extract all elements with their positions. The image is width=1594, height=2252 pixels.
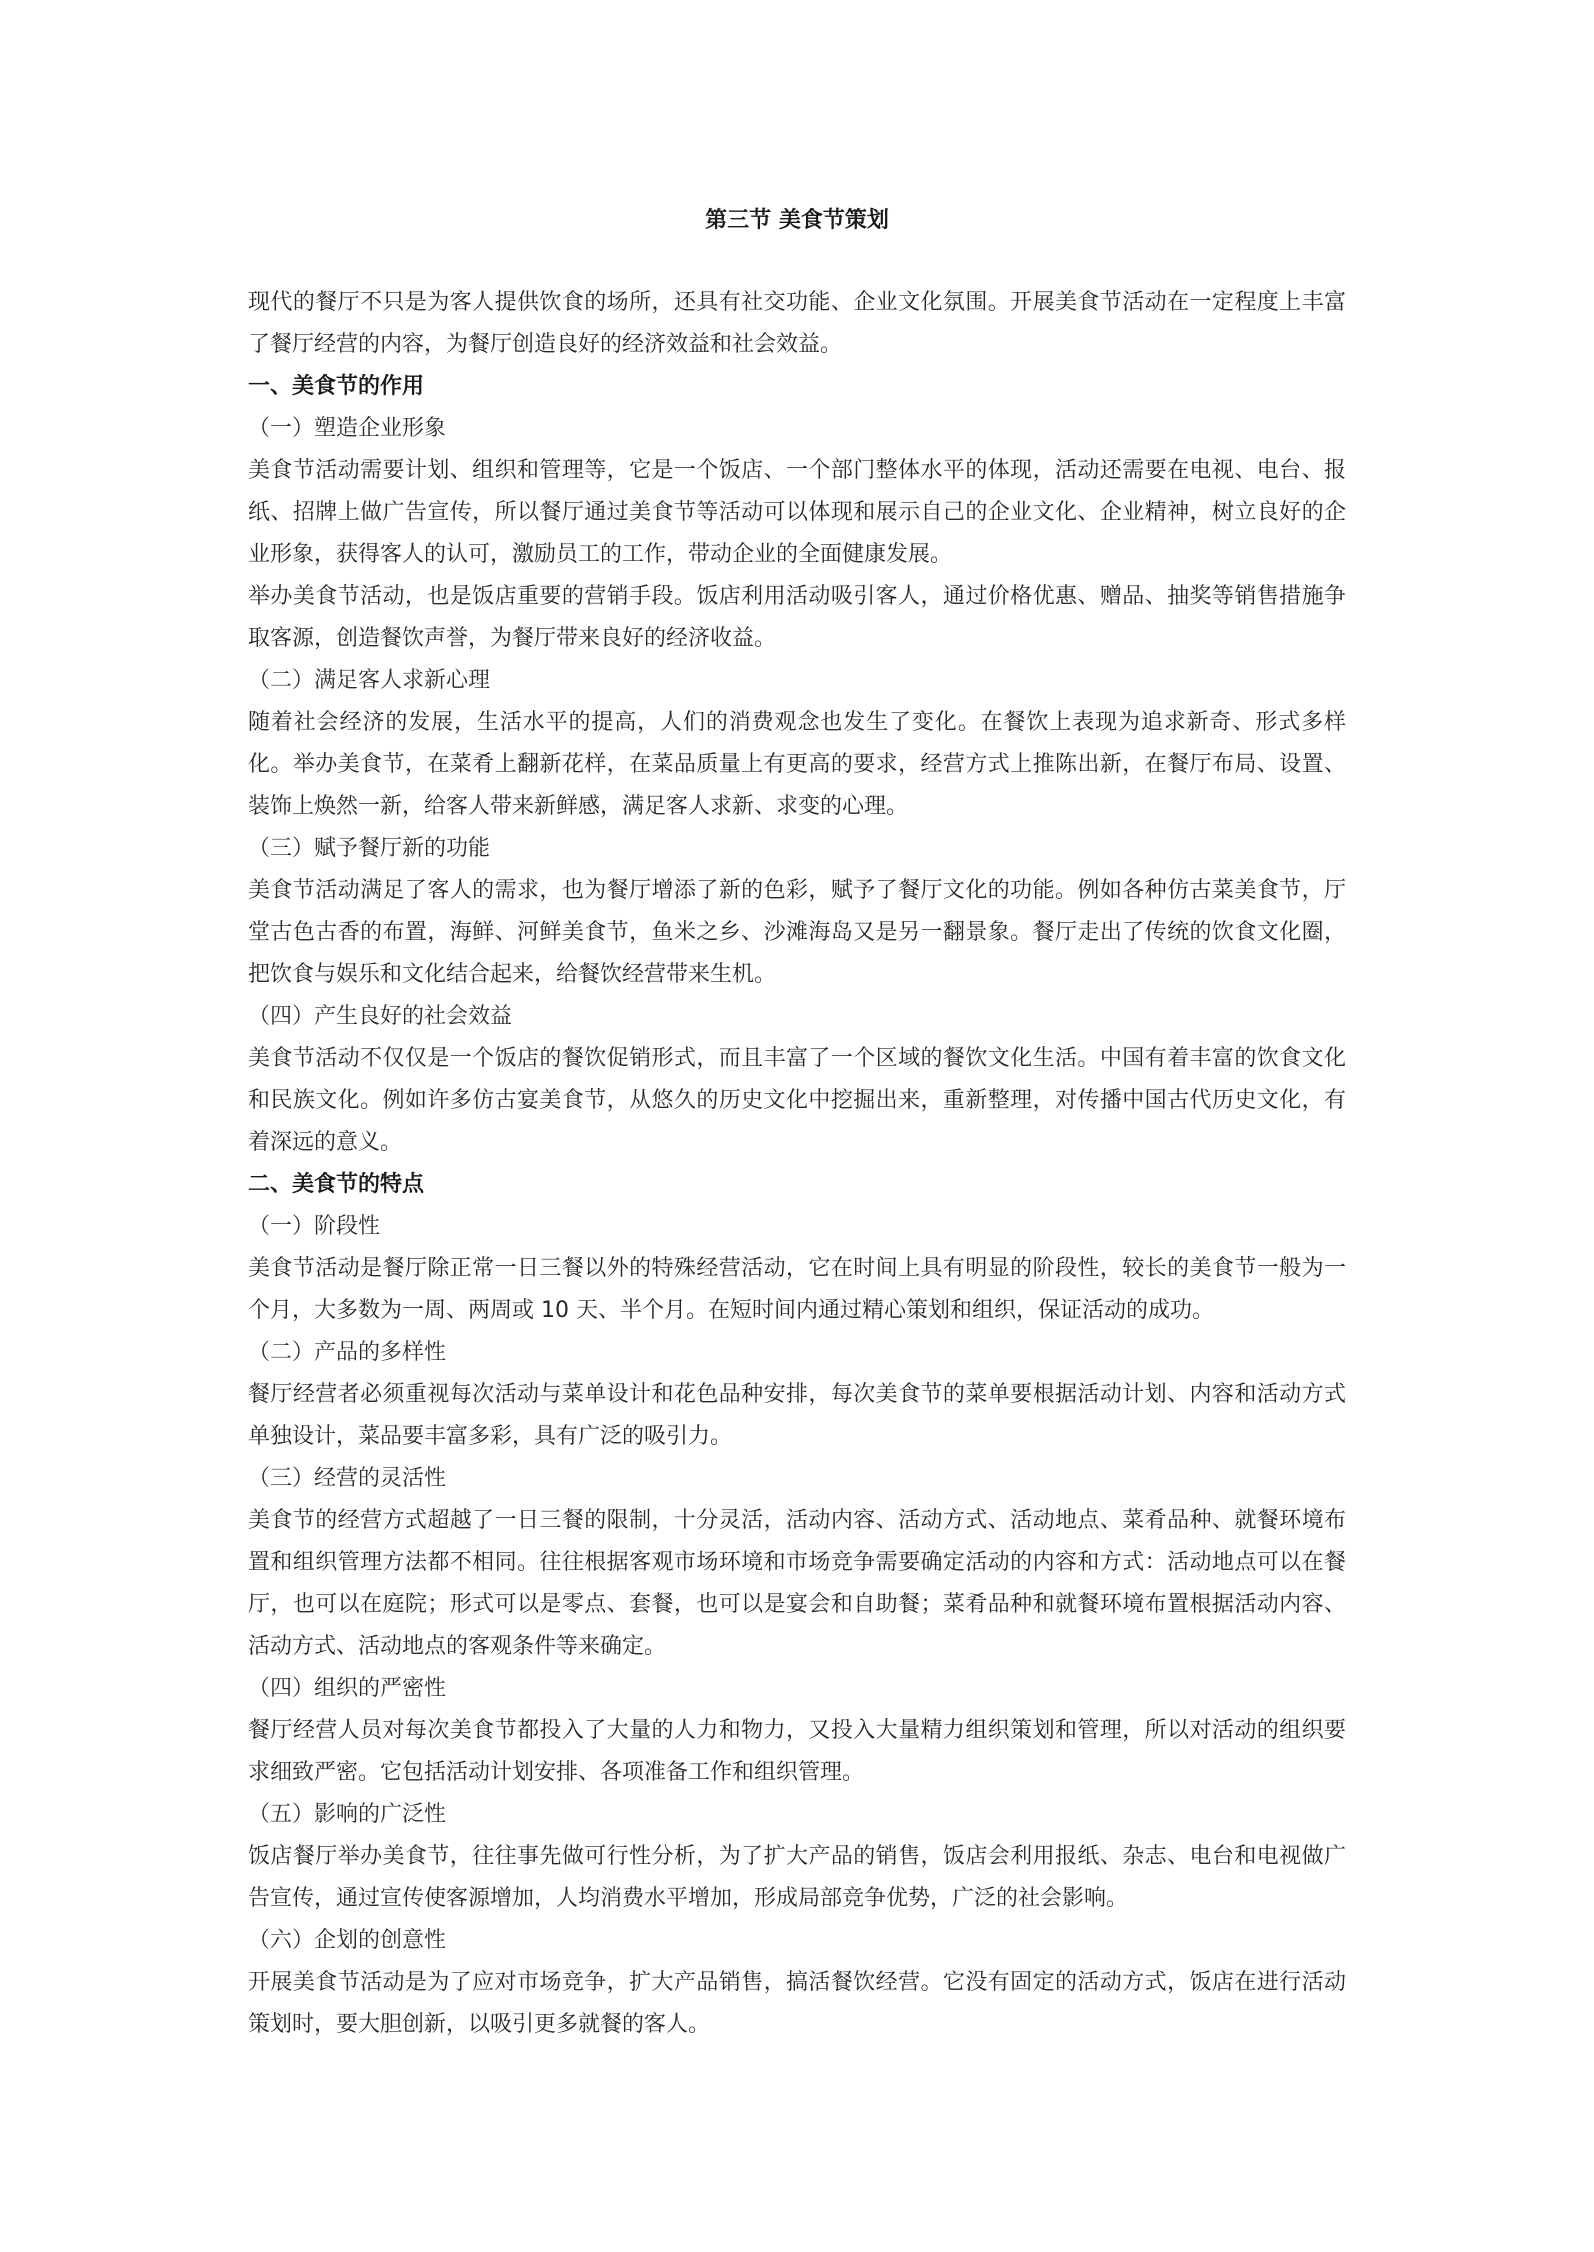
paragraph: 开展美食节活动是为了应对市场竞争，扩大产品销售，搞活餐饮经营。它没有固定的活动方式，饭店在进行活动策划时，要大胆创新，以吸引更多就餐的客人。 bbox=[248, 1970, 1346, 2037]
paragraph: 美食节活动需要计划、组织和管理等，它是一个饭店、一个部门整体水平的体现，活动还需要在电视、电台、报纸、招牌上做广告宣传，所以餐厅通过美食节等活动可以体现和展示自己的企业文化、企业精神，树立良好的企业形象，获得客人的认可，激励员工的工作，带动企业的全面健康发展。 bbox=[248, 458, 1346, 567]
subsection-heading: （一）塑造企业形象 bbox=[248, 416, 447, 441]
subsection-heading: （四）组织的严密性 bbox=[248, 1676, 447, 1701]
subsection-heading: （二）满足客人求新心理 bbox=[248, 668, 491, 693]
subsection-heading: （六）企划的创意性 bbox=[248, 1928, 447, 1953]
subsection-heading: （三）经营的灵活性 bbox=[248, 1466, 447, 1491]
paragraph: 现代的餐厅不只是为客人提供饮食的场所，还具有社交功能、企业文化氛围。开展美食节活动在一定程度上丰富了餐厅经营的内容，为餐厅创造良好的经济效益和社会效益。 bbox=[248, 290, 1346, 357]
paragraph: 美食节活动是餐厅除正常一日三餐以外的特殊经营活动，它在时间上具有明显的阶段性，较长的美食节一般为一个月，大多数为一周、两周或 10 天、半个月。在短时间内通过精心策划和组织，保证活动的成功。 bbox=[248, 1256, 1346, 1323]
document-body bbox=[248, 282, 1346, 2046]
subsection-heading: （二）产品的多样性 bbox=[248, 1340, 447, 1365]
page-title: 第三节 美食节策划 bbox=[705, 208, 889, 233]
paragraph: 举办美食节活动，也是饭店重要的营销手段。饭店利用活动吸引客人，通过价格优惠、赠品、抽奖等销售措施争取客源，创造餐饮声誉，为餐厅带来良好的经济收益。 bbox=[248, 584, 1346, 651]
subsection-heading: （三）赋予餐厅新的功能 bbox=[248, 836, 491, 861]
paragraph: 随着社会经济的发展，生活水平的提高，人们的消费观念也发生了变化。在餐饮上表现为追求新奇、形式多样化。举办美食节，在菜肴上翻新花样，在菜品质量上有更高的要求，经营方式上推陈出新，在餐厅布局、设置、装饰上焕然一新，给客人带来新鲜感，满足客人求新、求变的心理。 bbox=[248, 710, 1346, 819]
subsection-heading: （一）阶段性 bbox=[248, 1214, 381, 1239]
subsection-heading: （五）影响的广泛性 bbox=[248, 1802, 447, 1827]
paragraph: 美食节的经营方式超越了一日三餐的限制，十分灵活，活动内容、活动方式、活动地点、菜肴品种、就餐环境布置和组织管理方法都不相同。往往根据客观市场环境和市场竞争需要确定活动的内容和方式：活动地点可以在餐厅，也可以在庭院；形式可以是零点、套餐，也可以是宴会和自助餐；菜肴品种和就餐环境布置根据活动内容、活动方式、活动地点的客观条件等来确定。 bbox=[248, 1508, 1346, 1659]
section-heading: 二、美食节的特点 bbox=[248, 1172, 425, 1197]
paragraph: 美食节活动不仅仅是一个饭店的餐饮促销形式，而且丰富了一个区域的餐饮文化生活。中国有着丰富的饮食文化和民族文化。例如许多仿古宴美食节，从悠久的历史文化中挖掘出来，重新整理，对传播中国古代历史文化，有着深远的意义。 bbox=[248, 1046, 1346, 1155]
section-heading: 一、美食节的作用 bbox=[248, 374, 425, 399]
paragraph: 餐厅经营者必须重视每次活动与菜单设计和花色品种安排，每次美食节的菜单要根据活动计划、内容和活动方式单独设计，菜品要丰富多彩，具有广泛的吸引力。 bbox=[248, 1382, 1346, 1449]
paragraph: 美食节活动满足了客人的需求，也为餐厅增添了新的色彩，赋予了餐厅文化的功能。例如各种仿古菜美食节，厅堂古色古香的布置，海鲜、河鲜美食节，鱼米之乡、沙滩海岛又是另一翻景象。餐厅走出了传统的饮食文化圈，把饮食与娱乐和文化结合起来，给餐饮经营带来生机。 bbox=[248, 878, 1346, 987]
paragraph: 饭店餐厅举办美食节，往往事先做可行性分析，为了扩大产品的销售，饭店会利用报纸、杂志、电台和电视做广告宣传，通过宣传使客源增加，人均消费水平增加，形成局部竞争优势，广泛的社会影响。 bbox=[248, 1844, 1346, 1911]
subsection-heading: （四）产生良好的社会效益 bbox=[248, 1004, 513, 1029]
paragraph: 餐厅经营人员对每次美食节都投入了大量的人力和物力，又投入大量精力组织策划和管理，所以对活动的组织要求细致严密。它包括活动计划安排、各项准备工作和组织管理。 bbox=[248, 1718, 1346, 1785]
